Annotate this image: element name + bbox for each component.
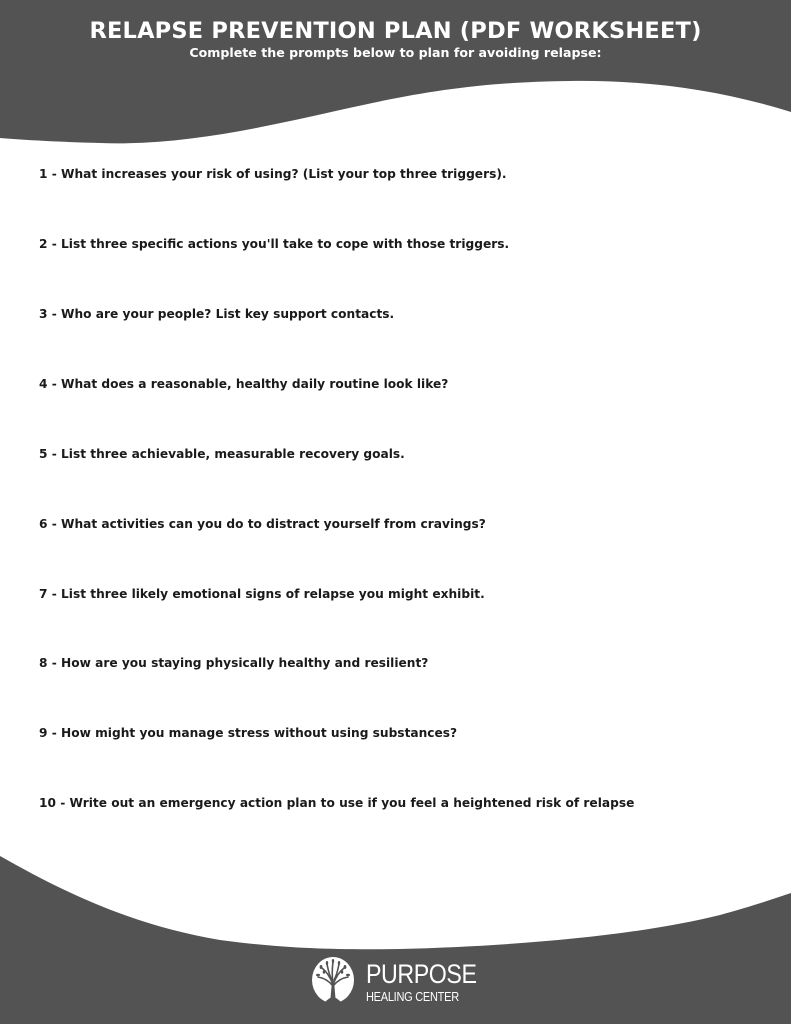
question-5: 5 - List three achievable, measurable recovery goals.	[39, 447, 405, 461]
page-subtitle: Complete the prompts below to plan for avoiding relapse:	[189, 45, 602, 60]
question-8: 8 - How are you staying physically healthy and resilient?	[39, 656, 429, 670]
question-10: 10 - Write out an emergency action plan to use if you feel a heightened risk of relapse	[39, 796, 635, 810]
question-3: 3 - Who are your people? List key support contacts.	[39, 307, 395, 321]
question-7: 7 - List three likely emotional signs of relapse you might exhibit.	[39, 587, 485, 601]
brand-subtitle: HEALING CENTER	[366, 990, 459, 1004]
question-2: 2 - List three specific actions you'll take to cope with those triggers.	[39, 237, 510, 251]
question-6: 6 - What activities can you do to distract yourself from cravings?	[39, 517, 486, 531]
question-9: 9 - How might you manage stress without using substances?	[39, 726, 458, 740]
brand-name: PURPOSE	[366, 959, 477, 989]
brand-logo	[310, 957, 485, 1012]
question-4: 4 - What does a reasonable, healthy daily routine look like?	[39, 377, 449, 391]
question-1: 1 - What increases your risk of using? (List your top three triggers).	[39, 167, 507, 181]
page-title: RELAPSE PREVENTION PLAN (PDF WORKSHEET)	[89, 18, 702, 44]
tree-in-circle-icon	[310, 957, 358, 1009]
